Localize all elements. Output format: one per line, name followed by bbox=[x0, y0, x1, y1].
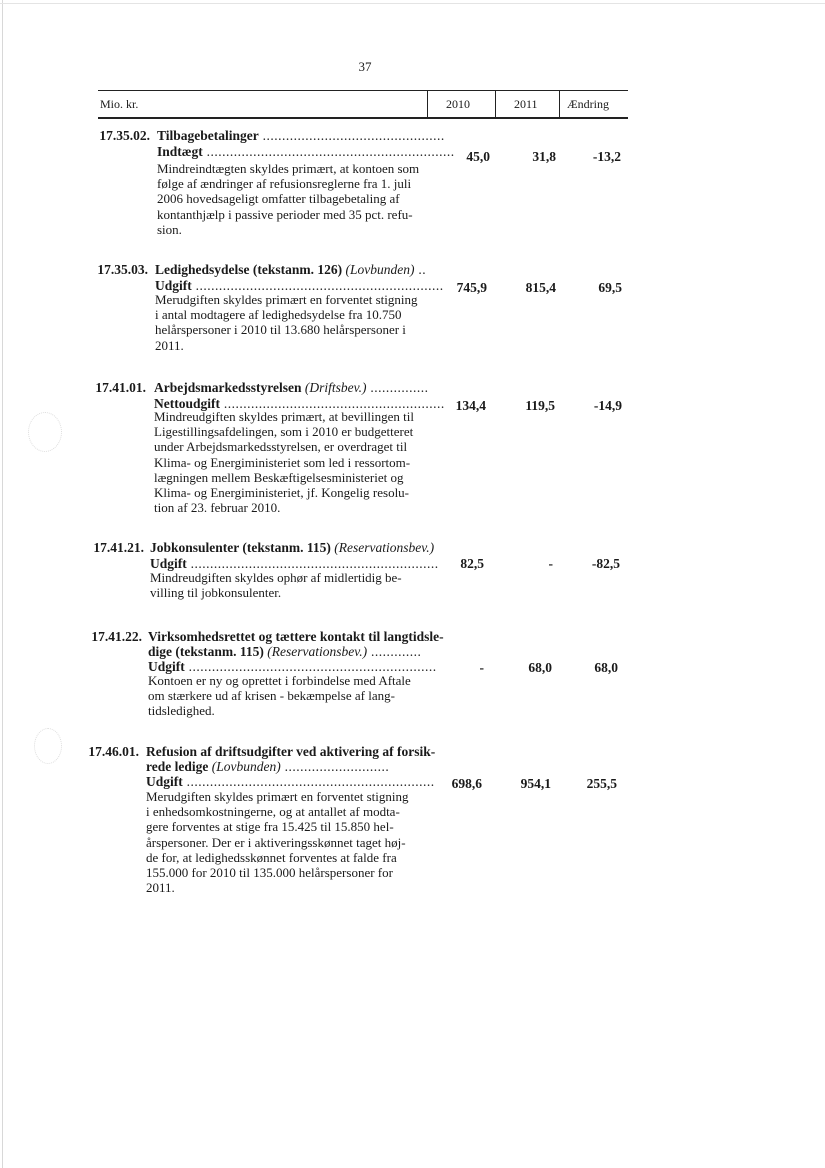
value-2011: 815,4 bbox=[525, 280, 556, 295]
value-2011: 954,1 bbox=[520, 776, 551, 791]
unit-label: Mio. kr. bbox=[100, 97, 139, 111]
value-2010: 698,6 bbox=[451, 776, 482, 791]
entry-title: Ledighedsydelse (tekstanm. 126) (Lovbunden) .. bbox=[155, 262, 427, 277]
page-number: 37 bbox=[358, 59, 372, 74]
entry-title: Refusion af driftsudgifter ved aktivering af forsik- bbox=[146, 744, 436, 759]
header-rule-top bbox=[98, 90, 628, 91]
account-code: 17.41.22. bbox=[91, 629, 142, 644]
value-2010: 134,4 bbox=[455, 398, 486, 413]
header-divider bbox=[427, 90, 428, 118]
header-rule-bottom bbox=[98, 117, 628, 119]
entry-subtitle: Udgift ................................................................ bbox=[148, 659, 437, 674]
value-2010: 82,5 bbox=[460, 556, 484, 571]
entry-subtitle: Udgift ................................................................ bbox=[150, 556, 439, 571]
value-2011: 31,8 bbox=[532, 149, 556, 164]
account-code: 17.41.21. bbox=[93, 540, 144, 555]
header-divider bbox=[559, 90, 560, 118]
entry-subtitle: Udgift ................................................................ bbox=[146, 774, 435, 789]
entry-title: Jobkonsulenter (tekstanm. 115) (Reservationsbev.) bbox=[150, 540, 435, 555]
entry-description: Kontoen er ny og oprettet i forbindelse med Aftale om stærkere ud af krisen - bekæmpelse af lang- tidsledighed. bbox=[148, 673, 411, 719]
account-code: 17.46.01. bbox=[88, 744, 139, 759]
value-change: -82,5 bbox=[591, 556, 620, 571]
entry-subtitle: Udgift ................................................................ bbox=[155, 278, 444, 293]
column-2011-header: 2011 bbox=[514, 97, 538, 111]
entry-description: Merudgiften skyldes primært en forventet stigning i enhedsomkostningerne, og at antallet af modta- gere forventes at stige fra 15.425 til 15.850 hel- årspersoner. Der er i aktiveringsskønnet taget høj- de for, at ledighedsskønnet forventes at falde fra 155.000 for 2010 til 135.000 helårspersoner for 2011. bbox=[146, 789, 409, 896]
value-2010: - bbox=[479, 660, 484, 675]
value-2011: 68,0 bbox=[528, 660, 552, 675]
table-header bbox=[98, 90, 628, 119]
account-code: 17.35.02. bbox=[99, 128, 150, 143]
entry-description: Merudgiften skyldes primært en forventet stigning i antal modtagere af ledighedsydelse fra 10.750 helårspersoner i 2010 til 13.680 helårspersoner i 2011. bbox=[155, 292, 418, 353]
entry-description: Mindreindtægten skyldes primært, at kontoen som følge af ændringer af refusionsreglerne fra 1. juli 2006 hovedsageligt omfatter tilbagebetaling af kontanthjælp i passive perioder med 35 pct. refu- sion. bbox=[157, 161, 420, 237]
entry-title: Tilbagebetalinger ............................................... bbox=[157, 128, 445, 143]
entry-description: Mindreudgiften skyldes primært, at bevillingen til Ligestillingsafdelingen, som i 2010 er budgetteret under Arbejdsmarkedsstyrelsen, er overdraget til Klima- og Energiministeriet som led i ressortom- lægningen mellem Beskæftigelsesministeriet og Klima- og Energiministeriet, jf. Kongelig resolu- tion af 23. februar 2010. bbox=[154, 409, 414, 516]
value-change: 68,0 bbox=[594, 660, 618, 675]
column-2010-header: 2010 bbox=[446, 97, 470, 111]
value-2010: 745,9 bbox=[456, 280, 487, 295]
entry-title-continued: dige (tekstanm. 115) (Reservationsbev.) ............. bbox=[148, 644, 422, 659]
scan-edge-top bbox=[0, 3, 825, 4]
value-change: 255,5 bbox=[586, 776, 617, 791]
entry-title-continued: rede ledige (Lovbunden) ........................... bbox=[146, 759, 390, 774]
entry-title: Virksomhedsrettet og tættere kontakt til langtidsle- bbox=[148, 629, 444, 644]
entry-subtitle: Indtægt ................................................................ bbox=[157, 144, 455, 159]
value-2011: 119,5 bbox=[525, 398, 555, 413]
account-code: 17.41.01. bbox=[95, 380, 146, 395]
value-change: -13,2 bbox=[592, 149, 621, 164]
scan-edge-left bbox=[2, 0, 3, 1168]
entry-description: Mindreudgiften skyldes ophør af midlertidig be- villing til jobkonsulenter. bbox=[150, 570, 402, 601]
value-2010: 45,0 bbox=[466, 149, 490, 164]
column-change-header: Ændring bbox=[567, 97, 609, 111]
value-2011: - bbox=[548, 556, 553, 571]
entry-title: Arbejdsmarkedsstyrelsen (Driftsbev.) ............... bbox=[154, 380, 429, 395]
value-change: 69,5 bbox=[598, 280, 622, 295]
value-change: -14,9 bbox=[593, 398, 622, 413]
header-divider bbox=[495, 90, 496, 118]
entry-subtitle: Nettoudgift ......................................................... bbox=[154, 396, 445, 411]
account-code: 17.35.03. bbox=[97, 262, 148, 277]
scan-smudge bbox=[28, 412, 62, 452]
